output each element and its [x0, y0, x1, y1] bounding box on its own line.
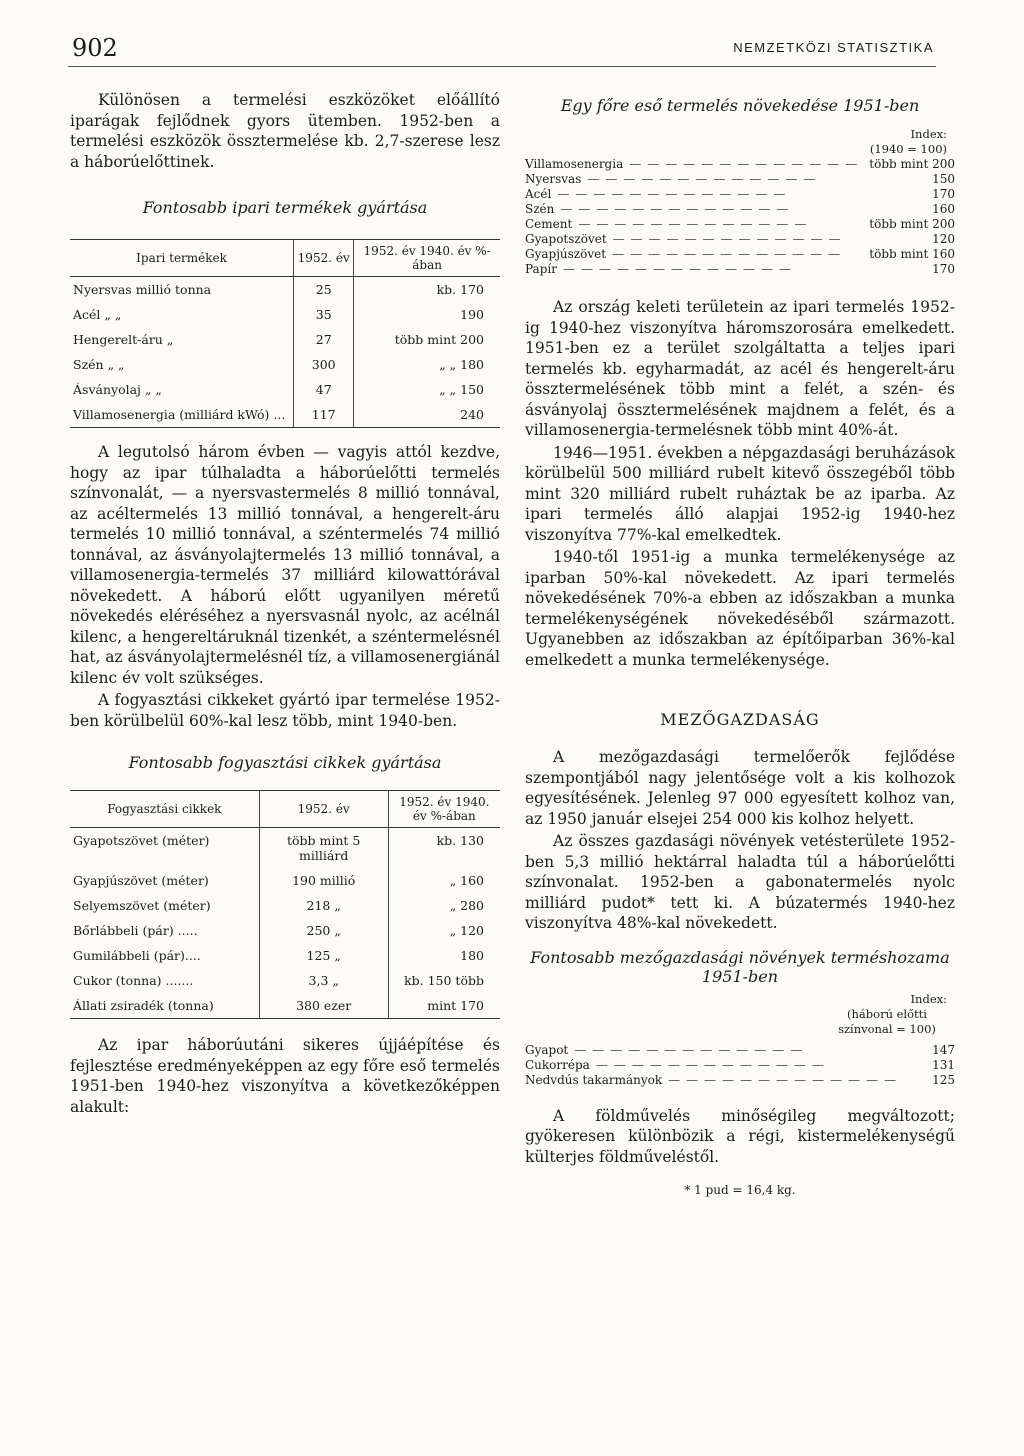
leader-dashes: ————————————— [612, 247, 847, 261]
paragraph: Az ipar háborúutáni sikeres újjáépítése és fejlesztése eredményeképpen az egy főre eső termelés 1951-ben 1940-hez viszonyítva a következőképpen alakult: [70, 1036, 500, 1116]
paragraph: A legutolsó három évben — vagyis attól kezdve, hogy az ipar túlhaladta a háborúelőtti termelés színvonalát, — a nyersvastermelés 8 millió tonnával, az acéltermelés 13 millió tonnával, a hengerelt-áru termelés 10 millió tonnával, a széntermelés 74 millió tonnával, az ásványolajtermelés 13 millió tonnával, a villamosenergia-termelés 37 milliárd kilowattórával növekedett. A háború előtt ugyanilyen méretű növekedés eléréséhez a nyersvasnál nyolc, az acélnál kilenc, a hengereltáruknál tizenkét, a széntermelésnél hat, az ásványolajtermelésnél tíz, a villamosenergiánál kilenc év volt szükséges. [70, 443, 500, 687]
table-row: Állati zsiradék (tonna) 380 ezer mint 170 [70, 993, 500, 1019]
column-header: 1952. év 1940. év %-ában [354, 240, 500, 277]
consumer-goods-table [70, 790, 500, 1019]
list-item: Cukorrépa ————————————— 131 [525, 1057, 955, 1072]
index-header: Index: [910, 127, 947, 141]
table-row: Cukor (tonna) ....... 3,3 „ kb. 150 több [70, 968, 500, 993]
crop-yield-index-list [525, 992, 955, 1088]
page-number: 902 [72, 34, 118, 62]
paragraph: Az ország keleti területein az ipari termelés 1952-ig 1940-hez viszonyítva háromszorosára emelkedett. 1951-ben ez a terület szolgáltatta a teljes ipari termelés kb. egyharmadát, az acél és hengerelt-áru össztermelésének több mint a felét, a szén- és ásványolaj össztermelésének majdnem a felét, és a villamosenergia-termelésnek több mint 40%-át. [525, 298, 955, 439]
table-caption: Fontosabb ipari termékek gyártása [142, 198, 428, 217]
paragraph: Az összes gazdasági növények vetésterülete 1952-ben 5,3 millió hektárral haladta túl a háborúelőtti színvonalat. 1952-ben a gabonatermelés nyolc milliárd pudot* tett ki. A búzatermés 1940-hez viszonyítva 48%-kal növekedett. [525, 832, 955, 932]
column-header: Fogyasztási cikkek [70, 791, 259, 828]
index-caption: Egy főre eső termelés növekedése 1951-ben [560, 96, 920, 115]
list-item: Gyapjúszövet ————————————— több mint 160 [525, 247, 955, 261]
leader-dashes: ————————————— [562, 262, 797, 276]
leader-dashes: ————————————— [574, 1042, 809, 1057]
list-item: Gyapot ————————————— 147 [525, 1042, 955, 1057]
paragraph: A fogyasztási cikkeket gyártó ipar termelése 1952-ben körülbelül 60%-kal lesz több, mint 1940-ben. [70, 691, 500, 730]
index-caption: Fontosabb mezőgazdasági növények terméshozama 1951-ben [530, 947, 950, 986]
leader-dashes: ————————————— [595, 1057, 830, 1072]
index-header: (1940 = 100) [869, 142, 947, 156]
table-row: Acél „ „ 35 190 [70, 302, 500, 327]
footnote: * 1 pud = 16,4 kg. [684, 1183, 796, 1197]
leader-dashes: ————————————— [587, 172, 822, 186]
running-title: NEMZETKÖZI STATISZTIKA [733, 40, 934, 55]
table-header [70, 791, 500, 828]
list-item: Acél ————————————— 170 [525, 187, 955, 201]
leader-dashes: ————————————— [560, 202, 795, 216]
column-header: 1952. év 1940. év %-ában [388, 791, 500, 828]
table-caption: Fontosabb fogyasztási cikkek gyártása [128, 753, 442, 772]
list-item: Nyersvas ————————————— 150 [525, 172, 955, 186]
table-row: Villamosenergia (milliárd kWó) ... 117 240 [70, 402, 500, 428]
index-header: Index: [910, 991, 947, 1006]
leader-dashes: ————————————— [668, 1072, 903, 1087]
per-capita-index-list [525, 127, 955, 277]
table-row: Bőrlábbeli (pár) ..... 250 „ „ 120 [70, 918, 500, 943]
table-row: Ásványolaj „ „ 47 „ „ 150 [70, 377, 500, 402]
header-rule [68, 66, 936, 67]
table-row: Selyemszövet (méter) 218 „ „ 280 [70, 893, 500, 918]
list-item: Cement ————————————— több mint 200 [525, 217, 955, 231]
paragraph: 1946—1951. években a népgazdasági beruházások körülbelül 500 milliárd rubelt kitevő összegéből több mint 320 milliárd rubelt ruháztak be az iparba. Az ipari termelés álló alapjai 1952-ig 1940-hez viszonyítva 77%-kal emelkedtek. [525, 443, 955, 544]
leader-dashes: ————————————— [629, 157, 864, 171]
paragraph: A földművelés minőségileg megváltozott; gyökeresen különbözik a régi, kistermelékenységű külterjes földműveléstől. [525, 1106, 955, 1166]
table-row: Gyapjúszövet (méter) 190 millió „ 160 [70, 868, 500, 893]
index-header: (háború előtti színvonal = 100) [838, 1006, 936, 1036]
list-item: Nedvdús takarmányok ————————————— 125 [525, 1072, 955, 1087]
list-item: Gyapotszövet ————————————— 120 [525, 232, 955, 246]
leader-dashes: ————————————— [578, 217, 813, 231]
leader-dashes: ————————————— [612, 232, 847, 246]
column-header: 1952. év [294, 240, 354, 277]
list-item: Papír ————————————— 170 [525, 262, 955, 276]
table-header [70, 240, 500, 277]
paragraph: 1940-től 1951-ig a munka termelékenysége az iparban 50%-kal növekedett. Az ipari termelés növekedésének 70%-a ebben az időszakban a munka termelékenységének növekedéséből származott. Ugyanebben az időszakban az építőiparban 36%-kal emelkedett a munka termelékenysége. [525, 548, 955, 669]
paragraph: Különösen a termelési eszközöket előállító iparágak fejlődnek gyors ütemben. 1952-ben a termelési eszközök össztermelése kb. 2,7-szerese lesz a háborúelőttinek. [70, 91, 500, 171]
left-column [70, 90, 500, 1119]
table-row: Szén „ „ 300 „ „ 180 [70, 352, 500, 377]
table-row: Gyapotszövet (méter) több mint 5 milliárd kb. 130 [70, 828, 500, 869]
table-row: Gumilábbeli (pár).... 125 „ 180 [70, 943, 500, 968]
paragraph: A mezőgazdasági termelőerők fejlődése szempontjából nagy jelentősége volt a kis kolhozok egyesítésének. Jelenleg 97 000 egyesített kolhoz van, az 1950 január elsejei 254 000 kis kolhoz helyett. [525, 748, 955, 828]
list-item: Szén ————————————— 160 [525, 202, 955, 216]
table-row: Hengerelt-áru „ 27 több mint 200 [70, 327, 500, 352]
section-heading: MEZŐGAZDASÁG [660, 710, 820, 729]
column-header: 1952. év [259, 791, 388, 828]
right-column [525, 90, 955, 1197]
table-row: Nyersvas millió tonna 25 kb. 170 [70, 277, 500, 303]
industrial-products-table [70, 239, 500, 428]
leader-dashes: ————————————— [557, 187, 792, 201]
column-header: Ipari termékek [70, 240, 294, 277]
list-item: Villamosenergia ————————————— több mint 200 [525, 157, 955, 171]
